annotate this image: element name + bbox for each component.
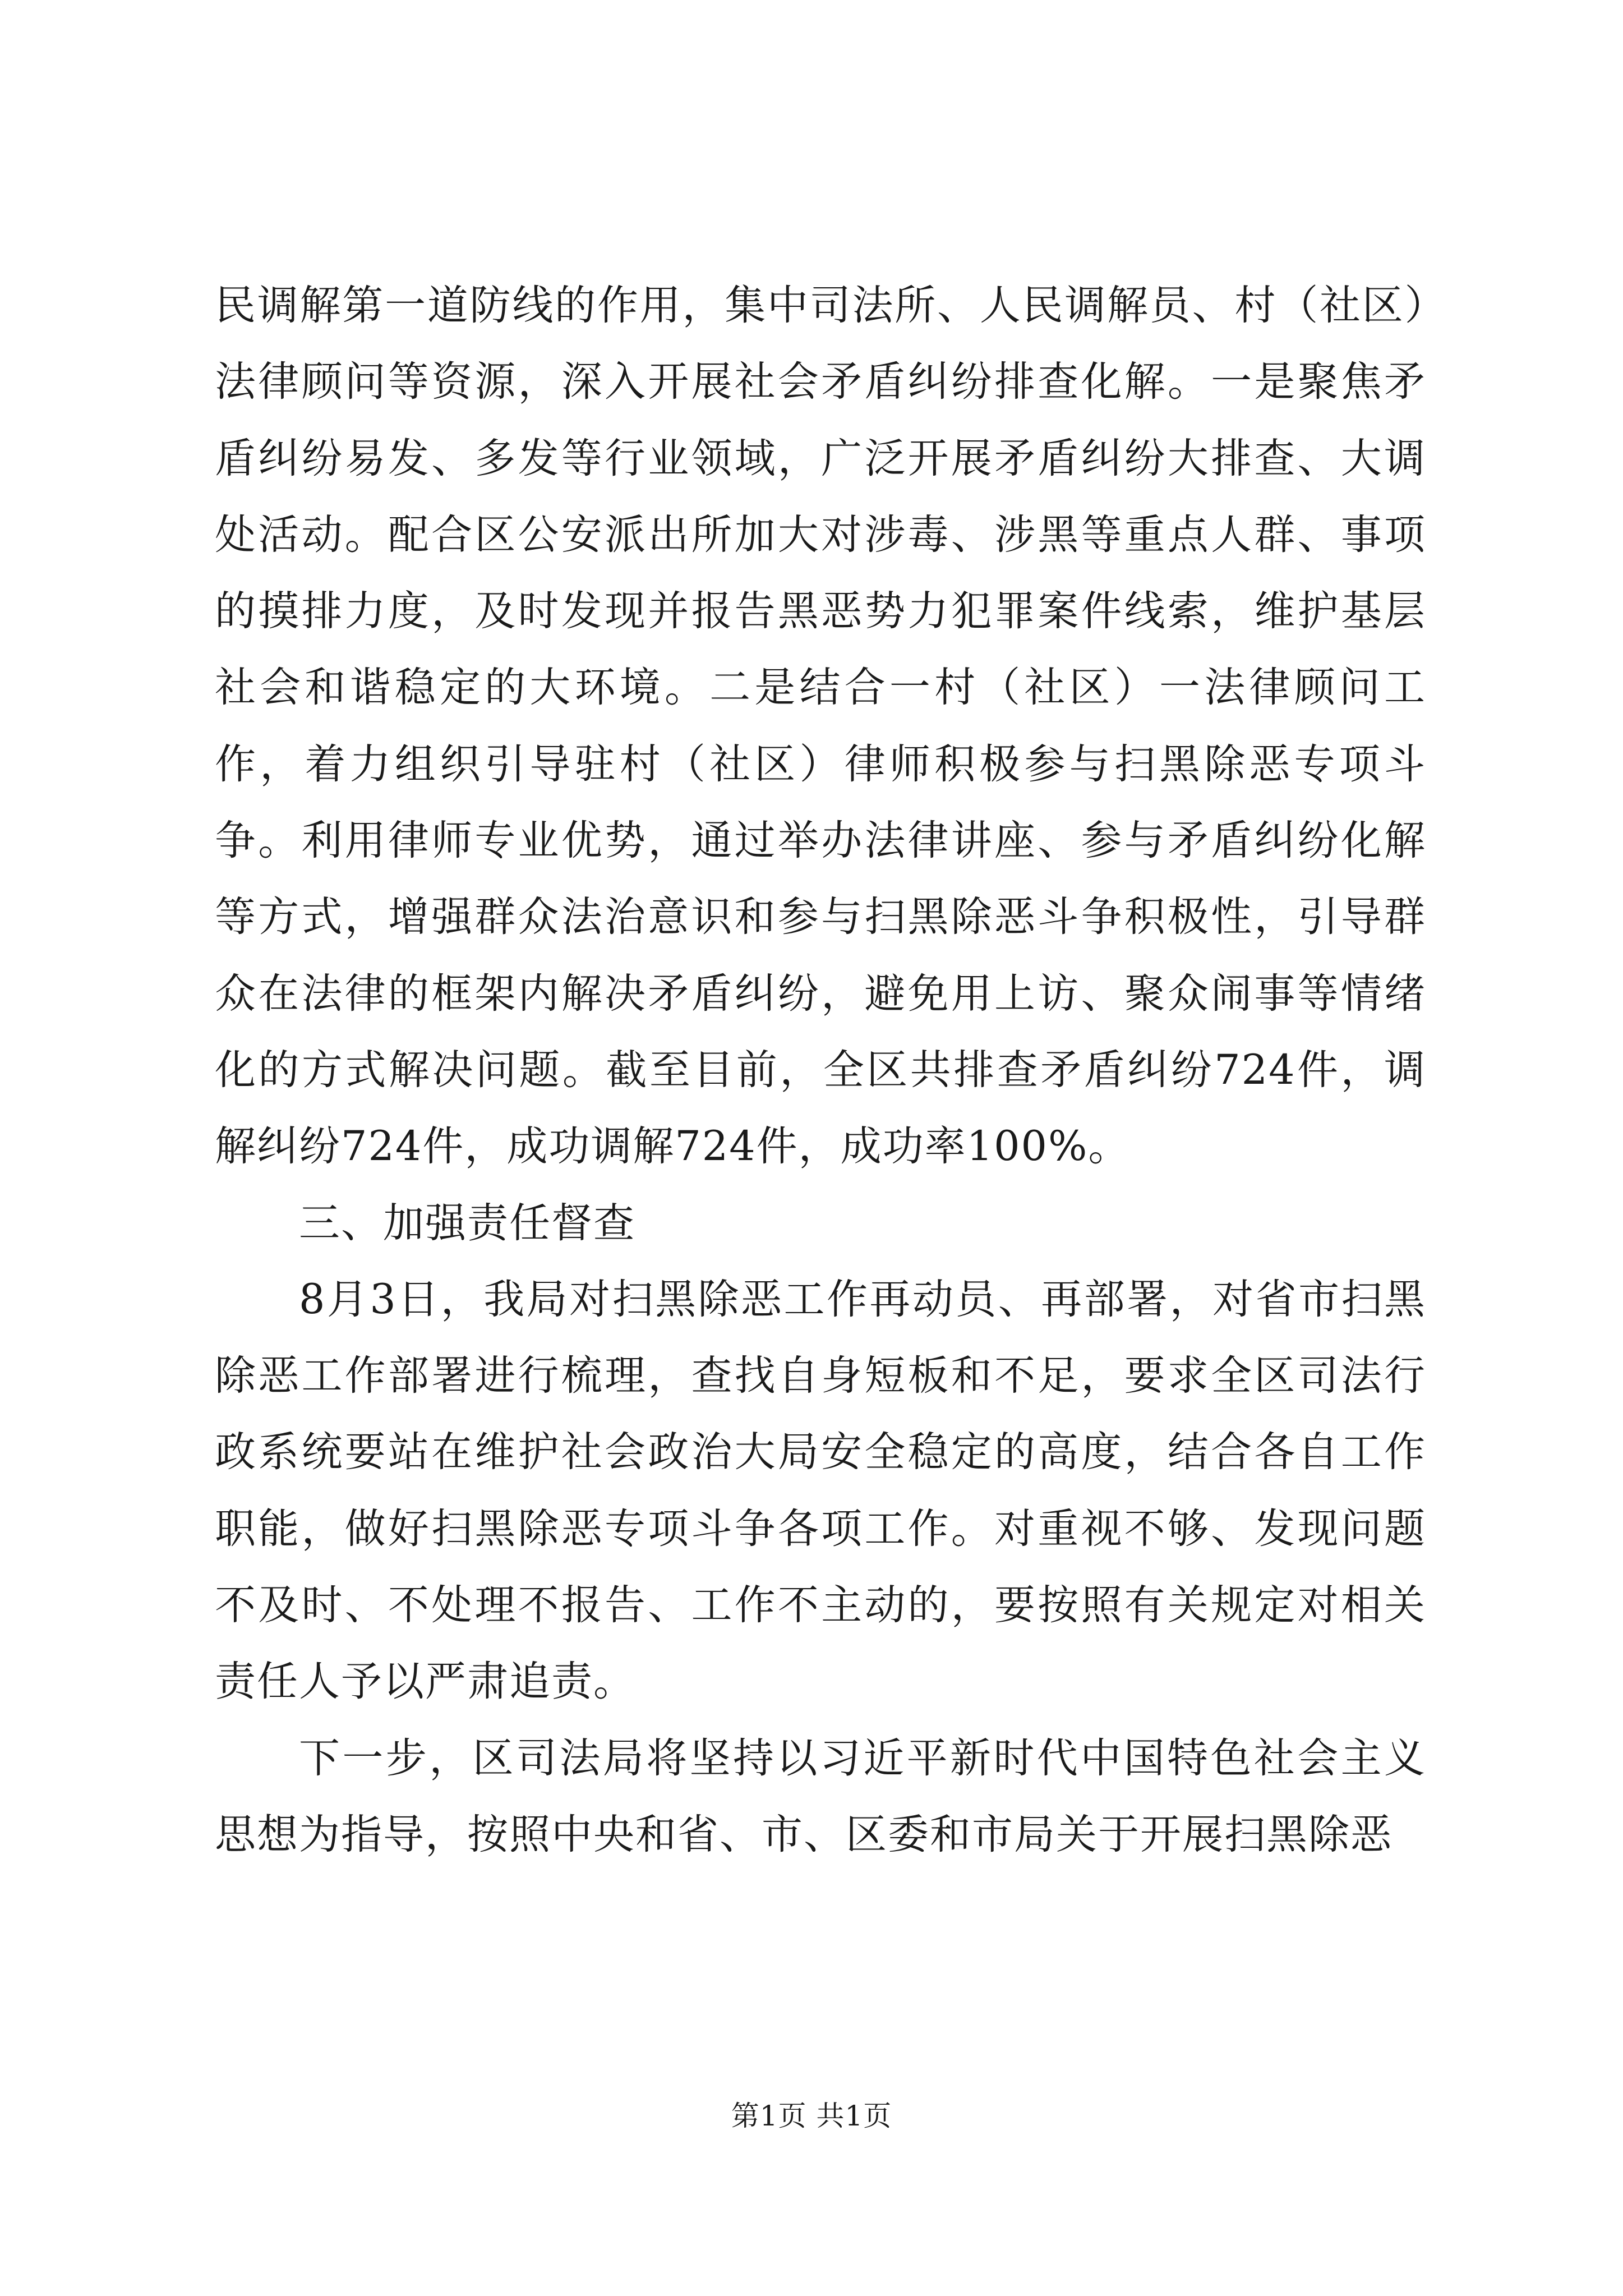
page-footer: 第1页 共1页 [731, 2100, 892, 2132]
paragraph-supervision: 8月3日，我局对扫黑除恶工作再动员、再部署，对省市扫黑除恶工作部署进行梳理，查找自身短板和不足，要求全区司法行政系统要站在维护社会政治大局安全稳定的高度，结合各自工作职能，做好扫黑除恶专项斗争各项工作。对重视不够、发现问题不及时、不处理不报告、工作不主动的，要按照有关规定对相关责任人予以严肃追责。 [215, 1275, 1426, 1706]
section-heading: 三、加强责任督查 [299, 1199, 635, 1247]
document-body [215, 268, 1426, 1873]
paragraph-continuation: 民调解第一道防线的作用，集中司法所、人民调解员、村（社区）法律顾问等资源，深入开展社会矛盾纠纷排查化解。一是聚焦矛盾纠纷易发、多发等行业领域，广泛开展矛盾纠纷大排查、大调处活动。配合区公安派出所加大对涉毒、涉黑等重点人群、事项的摸排力度，及时发现并报告黑恶势力犯罪案件线索，维护基层社会和谐稳定的大环境。二是结合一村（社区）一法律顾问工作，着力组织引导驻村（社区）律师积极参与扫黑除恶专项斗争。利用律师专业优势，通过举办法律讲座、参与矛盾纠纷化解等方式，增强群众法治意识和参与扫黑除恶斗争积极性，引导群众在法律的框架内解决矛盾纠纷，避免用上访、聚众闹事等情绪化的方式解决问题。截至目前，全区共排查矛盾纠纷724件，调解纠纷724件，成功调解724件，成功率100%。 [215, 282, 1426, 1171]
paragraph-next-step: 下一步，区司法局将坚持以习近平新时代中国特色社会主义思想为指导，按照中央和省、市、区委和市局关于开展扫黑除恶 [215, 1734, 1426, 1858]
